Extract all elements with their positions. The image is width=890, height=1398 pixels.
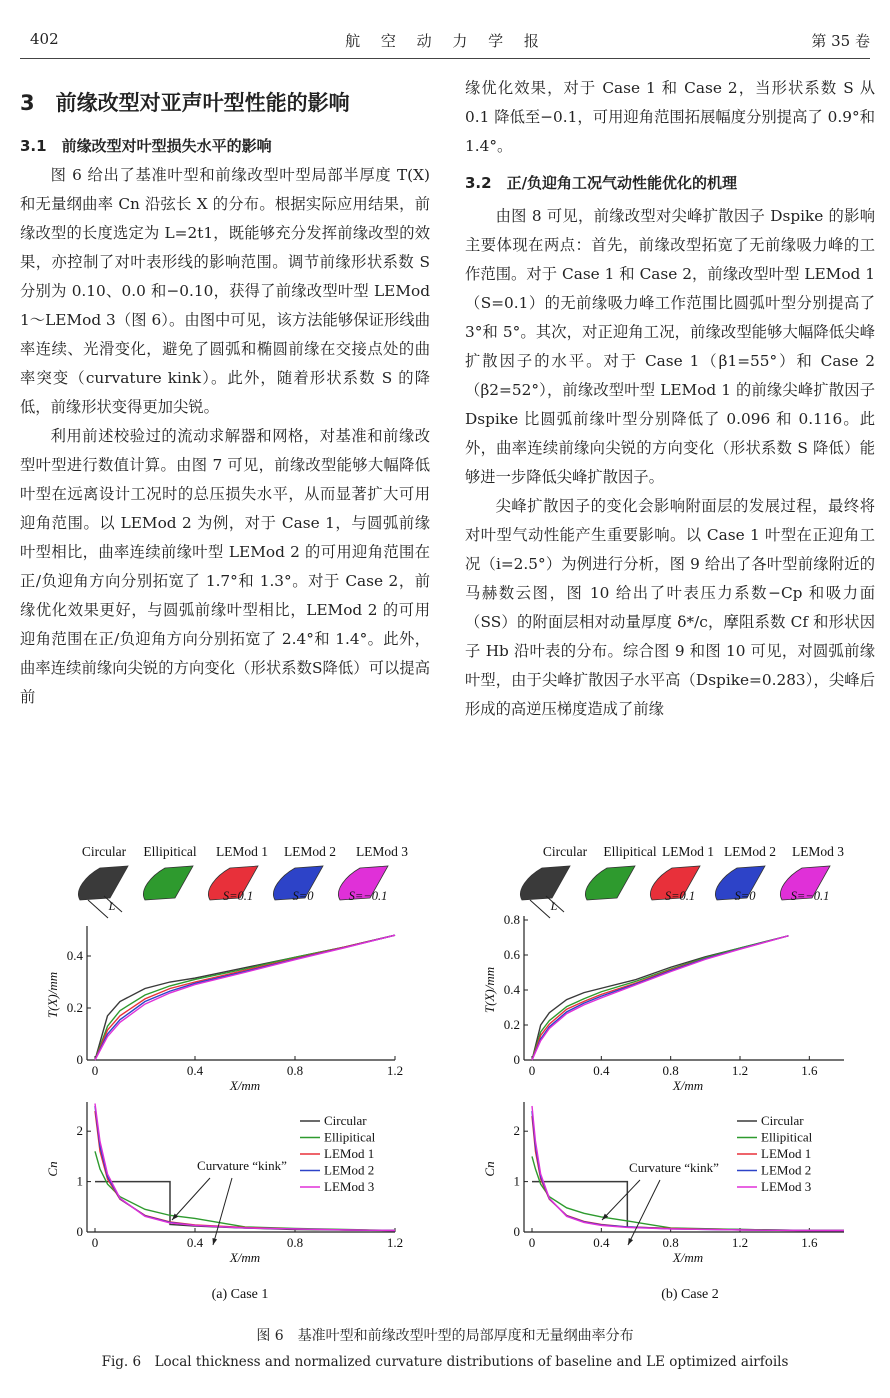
x-tick-label: 0 [528, 1235, 536, 1250]
x-tick-label: 0 [91, 1235, 99, 1250]
s-value-label: S=0 [734, 889, 756, 903]
kink-arrow [602, 1180, 640, 1220]
subsection-title: 3.1 前缘改型对叶型损失水平的影响 [20, 137, 272, 155]
shape-legend-label: Circular [542, 844, 588, 859]
airfoil-le-icon [520, 866, 570, 900]
legend-label: Circular [761, 1113, 804, 1128]
shape-legend-label: LEMod 3 [355, 844, 409, 859]
journal-title: 航 空 动 力 学 报 [345, 32, 547, 50]
kink-arrowhead [212, 1238, 217, 1245]
subsection-title: 3.2 正/负迎角工况气动性能优化的机理 [465, 174, 738, 192]
legend-label: LEMod 1 [324, 1146, 375, 1161]
x-tick-label: 1.6 [801, 1063, 818, 1078]
legend-label: Ellipitical [324, 1129, 376, 1145]
legend-label: LEMod 2 [324, 1162, 375, 1178]
x-tick-label: 1.6 [801, 1235, 818, 1250]
kink-arrow [172, 1178, 210, 1220]
s-value-label: S=0.1 [222, 889, 254, 903]
x-tick-label: 0 [91, 1063, 99, 1078]
paragraph: 利用前述校验过的流动求解器和网格，对基准和前缘改型叶型进行数值计算。由图 7 可见，前缘改型能够大幅降低叶型在远离设计工况时的总压损失水平，从而显著扩大可用迎角范围。以 LEMod 2 为例，对于 Case 1，与圆弧前缘叶型相比，曲率连续前缘叶型 LEMod 2 的可用迎角范围在正/负迎角方向分别拓宽了 1.7°和 1.3°。对于 Case 2，前缘优化效果更好，与圆弧前缘叶型相比，LEMod 2 的可用迎角范围在正/负迎角方向分别拓宽了 2.4°和 1.4°。此外，曲率连续前缘向尖锐的方向变化（形状系数S降低）可以提高前 [20, 427, 430, 706]
running-header [22, 30, 870, 52]
x-tick-label: 1.2 [731, 1235, 749, 1250]
x-tick-label: 0.4 [186, 1235, 204, 1250]
section-title: 3 前缘改型对亚声叶型性能的影响 [20, 91, 350, 115]
length-dimension [88, 900, 108, 918]
s-value-label: S=−0.1 [790, 889, 830, 903]
paragraph: 缘优化效果，对于 Case 1 和 Case 2，当形状系数 S 从 0.1 降低至−0.1，可用迎角范围拓展幅度分别提高了 0.9°和 1.4°。 [465, 79, 875, 155]
y-tick-label: 0 [76, 1224, 83, 1239]
y-tick-label: 0.8 [503, 912, 520, 927]
y-tick-label: 1 [513, 1173, 520, 1189]
legend-label: LEMod 3 [324, 1179, 375, 1194]
s-value-label: S=0.1 [664, 889, 696, 903]
series-line [532, 936, 789, 1060]
x-tick-label: 0.8 [286, 1063, 304, 1078]
paragraph: 图 6 给出了基准叶型和前缘改型叶型局部半厚度 T(X) 和无量纲曲率 Cn 沿弦长 X 的分布。根据实际应用结果，前缘改型的长度选定为 L=2t1，既能够充分发挥前缘改型的效果，亦控制了对叶表形线的影响范围。调节前缘形状系数 S 分别为 0.10、0.0 和−0.10，获得了前缘改型叶型 LEMod 1～LEMod 3（图 6）。由图中可见，该方法能够保证形线曲率连续、光滑变化，避免了圆弧和椭圆前缘在交接点处的曲率突变（curvature kink）。此外，随着形状系数 S 的降低，前缘形状变得更加尖锐。 [20, 166, 430, 416]
x-tick-label: 1.2 [731, 1063, 749, 1078]
paragraph: 由图 8 可见，前缘改型对尖峰扩散因子 Dspike 的影响主要体现在两点：首先，前缘改型拓宽了无前缘吸力峰的工作范围。对于 Case 1 和 Case 2，前缘改型叶型 LEMod 1（S=0.1）的无前缘吸力峰工作范围比圆弧叶型分别提高了 3°和 5°。其次，对正迎角工况，前缘改型能够大幅降低尖峰扩散因子的水平。对于 Case 1（β1=55°）和 Case 2（β2=52°），前缘改型叶型 LEMod 1 的前缘尖峰扩散因子 Dspike 比圆弧前缘叶型分别降低了 0.096 和 0.116。此外，曲率连续前缘向尖锐的方向变化（形状系数 S 降低）能够进一步降低尖峰扩散因子。 [465, 207, 875, 486]
s-value-label: S=−0.1 [348, 889, 388, 903]
y-tick-label: 1 [76, 1173, 83, 1189]
length-label: L [550, 899, 558, 913]
kink-arrowhead [628, 1238, 633, 1245]
right-column [465, 74, 875, 724]
paragraph: 尖峰扩散因子的变化会影响附面层的发展过程，最终将对叶型气动性能产生重要影响。以 Case 1 叶型在正迎角工况（i=2.5°）为例进行分析，图 9 给出了各叶型前缘附近的马赫数云图，图 10 给出了叶表压力系数−Cp 和吸力面（SS）的附面层相对动量厚度 δ*/c，摩阻系数 Cf 和形状因子 Hb 沿叶表的分布。综合图 9 和图 10 可见，对圆弧前缘叶型，由于尖峰扩散因子水平高（Dspike=0.283），尖峰后形成的高逆压梯度造成了前缘 [465, 497, 875, 718]
y-tick-label: 0 [513, 1224, 520, 1239]
x-axis-label: X/mm [229, 1078, 261, 1093]
shape-legend-label: Ellipitical [143, 844, 197, 859]
y-tick-label: 0.6 [503, 947, 520, 962]
shape-legend-label: LEMod 1 [661, 844, 715, 859]
volume-label: 第 35 卷 [811, 32, 870, 50]
x-tick-label: 0.8 [662, 1235, 679, 1250]
y-axis-label: Cn [45, 1161, 60, 1177]
y-tick-label: 0.4 [503, 982, 520, 997]
y-tick-label: 0 [76, 1052, 83, 1067]
y-tick-label: 0.2 [503, 1017, 520, 1032]
x-tick-label: 0.4 [593, 1235, 610, 1250]
subfigure-label: (b) Case 2 [661, 1287, 719, 1302]
subfigure-label: (a) Case 1 [211, 1287, 269, 1302]
x-tick-label: 1.2 [386, 1235, 404, 1250]
chart-panel [482, 912, 844, 1093]
kink-arrow [628, 1180, 660, 1245]
legend-label: Ellipitical [761, 1129, 813, 1145]
x-tick-label: 1.2 [386, 1063, 404, 1078]
airfoil-le-icon [143, 866, 193, 900]
x-tick-label: 0.8 [662, 1063, 679, 1078]
y-tick-label: 2 [76, 1123, 83, 1139]
s-value-label: S=0 [292, 889, 314, 903]
legend-label: LEMod 2 [761, 1162, 812, 1178]
figure-6 [0, 838, 890, 1308]
figure-caption-cn: 图 6 基准叶型和前缘改型叶型的局部厚度和无量纲曲率分布 [256, 1328, 634, 1344]
x-axis-label: X/mm [672, 1250, 704, 1265]
x-tick-label: 0.4 [186, 1063, 204, 1078]
page-number: 402 [30, 30, 59, 48]
length-label: L [108, 899, 116, 913]
figure-caption-en: Fig. 6 Local thickness and normalized curvature distributions of baseline and LE optimized airfoils [101, 1354, 789, 1370]
airfoil-le-icon [78, 866, 128, 900]
x-axis-label: X/mm [672, 1078, 704, 1093]
y-tick-label: 0.2 [66, 1000, 83, 1015]
kink-arrow [213, 1178, 232, 1245]
kink-label: Curvature “kink” [197, 1158, 287, 1173]
legend-label: Circular [324, 1113, 367, 1128]
x-tick-label: 0.8 [286, 1235, 304, 1250]
y-tick-label: 0 [513, 1052, 520, 1067]
x-axis-label: X/mm [229, 1250, 261, 1265]
y-axis-label: Cn [482, 1161, 497, 1177]
airfoil-le-icon [585, 866, 635, 900]
shape-legend-label: LEMod 3 [791, 844, 845, 859]
y-axis-label: T(X)/mm [45, 971, 60, 1019]
left-column [20, 74, 430, 712]
shape-legend-label: Ellipitical [603, 844, 657, 859]
chart-panel [45, 926, 403, 1093]
shape-legend-label: LEMod 2 [723, 844, 777, 859]
series-line [95, 935, 395, 1060]
legend-label: LEMod 3 [761, 1179, 812, 1194]
shape-legend-label: LEMod 2 [283, 844, 337, 859]
x-tick-label: 0 [528, 1063, 536, 1078]
header-rule [20, 58, 870, 59]
shape-legend-label: Circular [81, 844, 127, 859]
figure-svg [0, 838, 890, 1308]
y-tick-label: 0.4 [66, 948, 83, 963]
x-tick-label: 0.4 [593, 1063, 610, 1078]
y-tick-label: 2 [513, 1123, 520, 1139]
length-dimension [530, 900, 550, 918]
shape-legend-label: LEMod 1 [215, 844, 269, 859]
legend-label: LEMod 1 [761, 1146, 812, 1161]
y-axis-label: T(X)/mm [482, 966, 497, 1014]
kink-label: Curvature “kink” [629, 1160, 719, 1175]
